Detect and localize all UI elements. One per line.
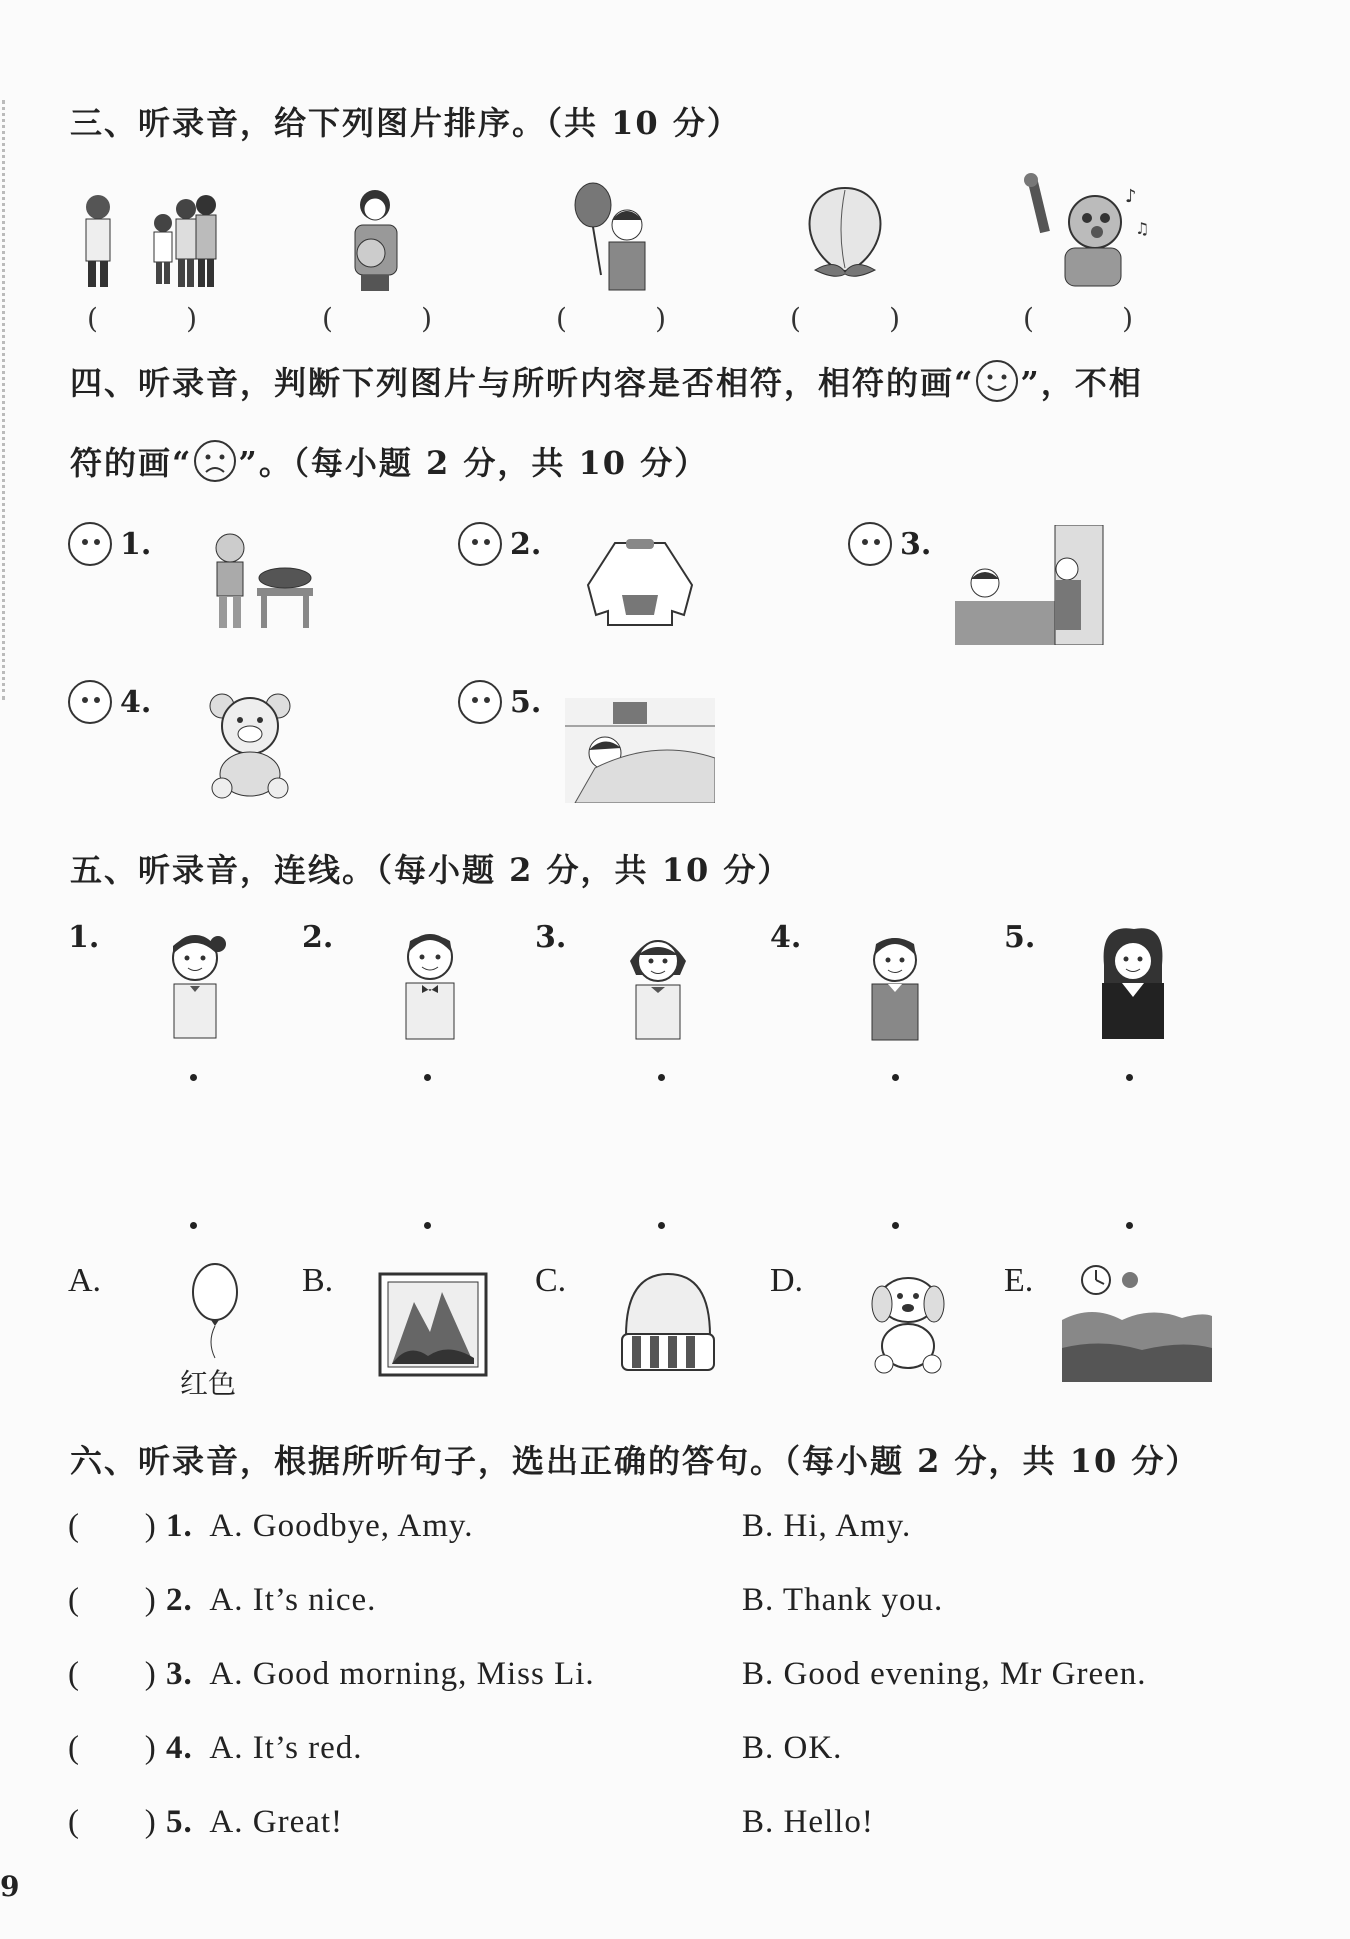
- girl-short-hair-icon: [618, 925, 698, 1043]
- option-letter: D.: [770, 1262, 804, 1299]
- option-a[interactable]: A. Great!: [209, 1804, 344, 1840]
- blank-face-icon[interactable]: [68, 680, 112, 724]
- option-a[interactable]: A. Good morning, Miss Li.: [209, 1656, 595, 1692]
- girl-ponytail-icon: [160, 928, 230, 1043]
- connect-dot-top-3[interactable]: [658, 1074, 665, 1081]
- connect-dot-bottom-A[interactable]: [190, 1222, 197, 1229]
- question-row-2: ( ) 2. A. It’s nice.: [68, 1582, 377, 1618]
- boy-and-man-at-door-icon: [955, 525, 1105, 645]
- section5-title: 五、听录音，连线。（每小题 2 分，共 10 分）: [70, 851, 792, 889]
- smiley-face-icon: [974, 358, 1020, 404]
- striped-hat-icon: [618, 1270, 718, 1375]
- svg-text:♫: ♫: [1135, 219, 1150, 238]
- option-b[interactable]: B. OK.: [742, 1730, 843, 1766]
- person-number: 1.: [68, 920, 100, 955]
- answer-blank[interactable]: ( ): [790, 302, 900, 335]
- boy-dark-shirt-icon: [858, 930, 933, 1043]
- answer-blank[interactable]: ( ): [1023, 302, 1133, 335]
- section6-title: 六、听录音，根据所听句子，选出正确的答句。（每小题 2 分，共 10 分）: [70, 1442, 1200, 1480]
- option-b[interactable]: B. Hi, Amy.: [742, 1508, 912, 1544]
- connect-dot-bottom-B[interactable]: [424, 1222, 431, 1229]
- balloon-icon: [185, 1262, 245, 1362]
- option-a[interactable]: A. Goodbye, Amy.: [209, 1508, 474, 1544]
- option-letter: B.: [302, 1262, 334, 1299]
- connect-dot-bottom-E[interactable]: [1126, 1222, 1133, 1229]
- mountain-picture-icon: [378, 1272, 488, 1377]
- person-number: 3.: [535, 920, 567, 955]
- question-row-4: ( ) 4. A. It’s red.: [68, 1730, 363, 1766]
- person-number: 5.: [1004, 920, 1036, 955]
- option-a[interactable]: A. It’s nice.: [209, 1582, 377, 1618]
- section4-title-line2: 符的画“ ”。（每小题 2 分，共 10 分）: [70, 438, 708, 484]
- connect-dot-top-2[interactable]: [424, 1074, 431, 1081]
- connect-dot-bottom-C[interactable]: [658, 1222, 665, 1229]
- option-letter: C.: [535, 1262, 567, 1299]
- option-letter: A.: [68, 1262, 102, 1299]
- boy-sleeping-icon: [565, 698, 715, 803]
- judge-item-3: 3.: [848, 522, 931, 566]
- singing-robot-icon: [1015, 172, 1150, 292]
- judge-item-1: 1.: [68, 522, 151, 566]
- section4-title-line1: 四、听录音，判断下列图片与所听内容是否相符，相符的画“ ”，不相: [70, 358, 1143, 404]
- blank-face-icon[interactable]: [68, 522, 112, 566]
- person-number: 2.: [302, 920, 334, 955]
- sweater-icon: [580, 535, 700, 630]
- blank-face-icon[interactable]: [458, 680, 502, 724]
- svg-text:♪: ♪: [1125, 186, 1137, 207]
- toy-dog-icon: [858, 1270, 958, 1375]
- page-number: 9: [0, 1870, 20, 1903]
- answer-blank[interactable]: ( ): [87, 302, 197, 335]
- balloon-caption: 红色: [180, 1367, 237, 1400]
- clock-sun-landscape-icon: [1062, 1262, 1212, 1382]
- answer-blank[interactable]: ( ): [556, 302, 666, 335]
- answer-blank[interactable]: ( ): [68, 1582, 157, 1618]
- sad-face-icon: [192, 438, 238, 484]
- judge-item-2: 2.: [458, 522, 541, 566]
- option-b[interactable]: B. Good evening, Mr Green.: [742, 1656, 1147, 1692]
- answer-blank[interactable]: ( ): [68, 1508, 157, 1544]
- question-row-5: ( ) 5. A. Great!: [68, 1804, 344, 1840]
- judge-item-4: 4.: [68, 680, 151, 724]
- girl-with-bear-icon: [335, 185, 410, 295]
- answer-blank[interactable]: ( ): [68, 1656, 157, 1692]
- answer-blank[interactable]: ( ): [68, 1804, 157, 1840]
- answer-blank[interactable]: ( ): [322, 302, 432, 335]
- option-b[interactable]: B. Thank you.: [742, 1582, 944, 1618]
- boy-bowtie-icon: [390, 925, 470, 1043]
- family-icon: [68, 185, 218, 295]
- person-number: 4.: [770, 920, 802, 955]
- question-row-3: ( ) 3. A. Good morning, Miss Li.: [68, 1656, 595, 1692]
- connect-dot-top-1[interactable]: [190, 1074, 197, 1081]
- blank-face-icon[interactable]: [848, 522, 892, 566]
- option-b[interactable]: B. Hello!: [742, 1804, 874, 1840]
- judge-item-5: 5.: [458, 680, 541, 724]
- section3-title: 三、听录音，给下列图片排序。（共 10 分）: [70, 104, 741, 142]
- boy-with-balloon-icon: [565, 180, 655, 295]
- option-a[interactable]: A. It’s red.: [209, 1730, 363, 1766]
- question-row-1: ( ) 1. A. Goodbye, Amy.: [68, 1508, 474, 1544]
- teddy-bear-icon: [200, 690, 300, 800]
- robot-with-record-player-icon: [195, 528, 320, 633]
- peach-icon: [795, 180, 895, 280]
- connect-dot-top-5[interactable]: [1126, 1074, 1133, 1081]
- answer-blank[interactable]: ( ): [68, 1730, 157, 1766]
- binding-margin: [2, 100, 8, 700]
- blank-face-icon[interactable]: [458, 522, 502, 566]
- connect-dot-bottom-D[interactable]: [892, 1222, 899, 1229]
- connect-dot-top-4[interactable]: [892, 1074, 899, 1081]
- option-letter: E.: [1004, 1262, 1034, 1299]
- woman-teacher-icon: [1090, 925, 1175, 1043]
